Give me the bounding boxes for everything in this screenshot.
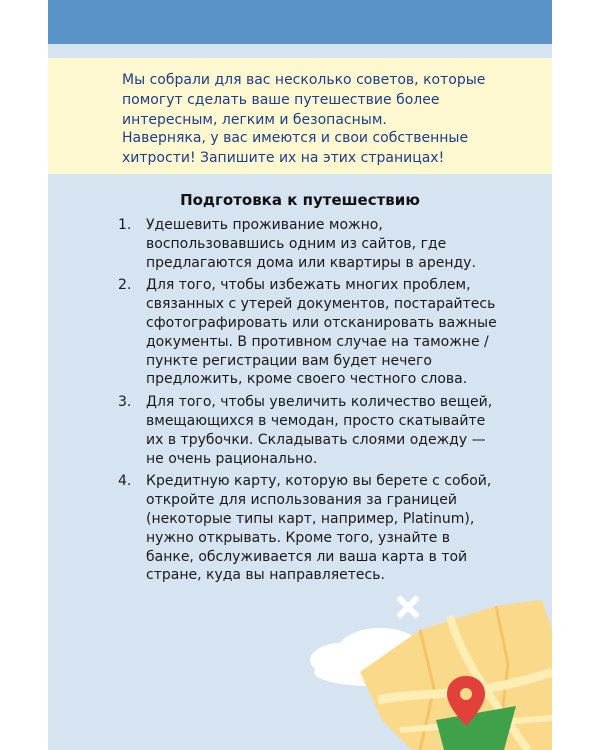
airplane-icon xyxy=(388,587,428,627)
intro-paragraph-2: Наверняка, у вас имеются и свои собственные хитрости! Запишите их на этих страницах! xyxy=(122,130,469,166)
list-item-text: Для того, чтобы избежать многих проблем, связанных с утерей документов, постарайтесь сфотографировать или отсканировать важные документы. В противном случае на таможне / пункте регистрации вам будет нечего предложить, кроме своего честного слова. xyxy=(146,277,497,388)
list-item-number: 4. xyxy=(118,473,132,490)
list-item-number: 3. xyxy=(118,394,132,411)
list-item-number: 1. xyxy=(118,217,132,233)
section-title: Подготовка к путешествию xyxy=(180,191,420,209)
list-item-text: Удешевить проживание можно, воспользовавшись одним из сайтов, где предлагаются дома или квартиры в аренду. xyxy=(146,217,476,271)
list-item-text: Кредитную карту, которую вы берете с собой, откройте для использования за границей (некоторые типы карт, например, Platinum), нужно открывать. Кроме того, узнайте в банке, обслуживается ли ваша карта в той стране, куда вы направляетесь. xyxy=(146,473,492,584)
map-illustration xyxy=(48,0,552,750)
list-item-text: Для того, чтобы увеличить количество вещей, вмещающихся в чемодан, просто скатывайте их в трубочки. Складывать слоями одежду — не очень рационально. xyxy=(146,394,493,467)
page xyxy=(48,0,552,750)
intro-paragraph-1: Мы собрали для вас несколько советов, которые помогут сделать ваше путешествие более интересным, легким и безопасным. xyxy=(122,72,486,128)
list-item-number: 2. xyxy=(118,277,132,294)
